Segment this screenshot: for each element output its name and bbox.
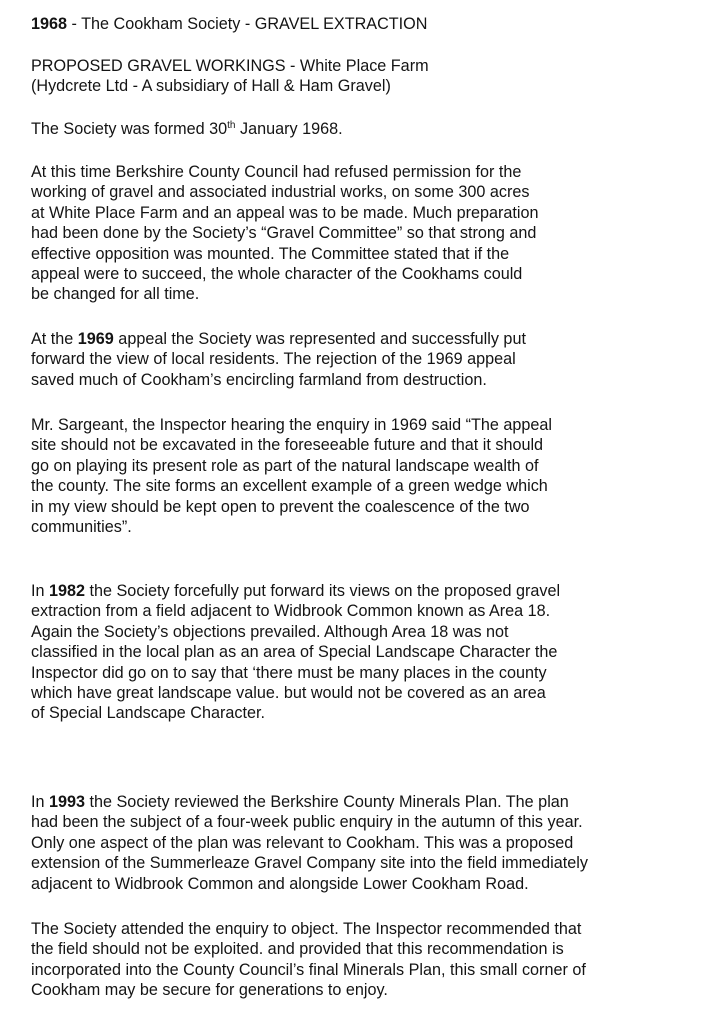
proposal-line-1: PROPOSED GRAVEL WORKINGS - White Place Farm — [31, 57, 429, 75]
para6-line: The Society attended the enquiry to object. The Inspector recommended that — [31, 920, 582, 938]
formed-pre: The Society was formed 30 — [31, 120, 228, 138]
para2-first-line — [31, 329, 715, 349]
para4-line: which have great landscape value. but would not be covered as an area — [31, 684, 546, 703]
para2-first-pre: At the — [31, 330, 78, 348]
para4-line: of Special Landscape Character. — [31, 704, 265, 723]
para6-line: the field should not be exploited. and provided that this recommendation is — [31, 940, 564, 959]
para2-year: 1969 — [77, 330, 114, 348]
para4-line: classified in the local plan as an area of Special Landscape Character the — [31, 643, 558, 662]
formed-sup: th — [227, 120, 236, 131]
para1-line: effective opposition was mounted. The Committee stated that if the — [31, 244, 510, 263]
formed-line — [31, 119, 715, 139]
paragraph-1 — [31, 162, 715, 305]
para4-line: extraction from a field adjacent to Widbrook Common known as Area 18. — [31, 602, 551, 621]
heading-title: The Cookham Society - GRAVEL EXTRACTION — [81, 15, 428, 33]
para3-line: the county. The site forms an excellent example of a green wedge which — [31, 477, 548, 496]
para5-first-line — [31, 792, 715, 812]
proposal-block — [31, 56, 715, 97]
para1-line: be changed for all time. — [31, 285, 200, 304]
para5-first-post: the Society reviewed the Berkshire County Minerals Plan. The plan — [85, 793, 569, 811]
para5-line: adjacent to Widbrook Common and alongside Lower Cookham Road. — [31, 874, 529, 893]
para2-line: forward the view of local residents. The rejection of the 1969 appeal — [31, 350, 516, 369]
paragraph-5 — [31, 792, 715, 894]
document-heading — [31, 14, 715, 34]
paragraph-2 — [31, 329, 715, 390]
para2-line: saved much of Cookham’s encircling farmland from destruction. — [31, 370, 487, 389]
para1-line: had been done by the Society’s “Gravel Committee” so that strong and — [31, 224, 537, 243]
para5-line: Only one aspect of the plan was relevant to Cookham. This was a proposed — [31, 833, 574, 852]
para1-line: at White Place Farm and an appeal was to be made. Much preparation — [31, 203, 539, 222]
para4-line: Again the Society’s objections prevailed. Although Area 18 was not — [31, 622, 509, 641]
heading-line — [31, 14, 715, 34]
para5-year: 1993 — [49, 793, 86, 811]
para4-first-line — [31, 581, 715, 601]
para4-year: 1982 — [49, 582, 86, 600]
para5-line: had been the subject of a four-week public enquiry in the autumn of this year. — [31, 813, 583, 832]
para4-line: Inspector did go on to say that ‘there must be many places in the county — [31, 663, 547, 682]
paragraph-6 — [31, 919, 715, 1001]
heading-year: 1968 — [31, 15, 68, 33]
para5-first-pre: In — [31, 793, 49, 811]
proposal-line-2: (Hydcrete Ltd - A subsidiary of Hall & Ham Gravel) — [31, 77, 391, 96]
para4-first-pre: In — [31, 582, 49, 600]
paragraph-4 — [31, 581, 715, 724]
para3-line: go on playing its present role as part of the natural landscape wealth of — [31, 456, 539, 475]
para3-line: site should not be excavated in the foreseeable future and that it should — [31, 436, 544, 455]
para5-line: extension of the Summerleaze Gravel Company site into the field immediately — [31, 854, 588, 873]
para4-first-post: the Society forcefully put forward its views on the proposed gravel — [85, 582, 561, 600]
para2-first-post: appeal the Society was represented and successfully put — [113, 330, 526, 348]
paragraph-3 — [31, 415, 715, 537]
para1-line: appeal were to succeed, the whole character of the Cookhams could — [31, 265, 523, 284]
para3-line: communities”. — [31, 518, 132, 537]
formed-post: January 1968. — [235, 120, 343, 138]
formed-statement — [31, 119, 715, 139]
para3-line: Mr. Sargeant, the Inspector hearing the enquiry in 1969 said “The appeal — [31, 416, 553, 434]
para1-line: At this time Berkshire County Council had refused permission for the — [31, 163, 522, 181]
para6-line: Cookham may be secure for generations to enjoy. — [31, 981, 388, 1000]
para3-line: in my view should be kept open to prevent the coalescence of the two — [31, 497, 530, 516]
heading-separator: - — [67, 15, 82, 33]
para6-line: incorporated into the County Council’s final Minerals Plan, this small corner of — [31, 960, 586, 979]
para1-line: working of gravel and associated industrial works, on some 300 acres — [31, 183, 530, 202]
